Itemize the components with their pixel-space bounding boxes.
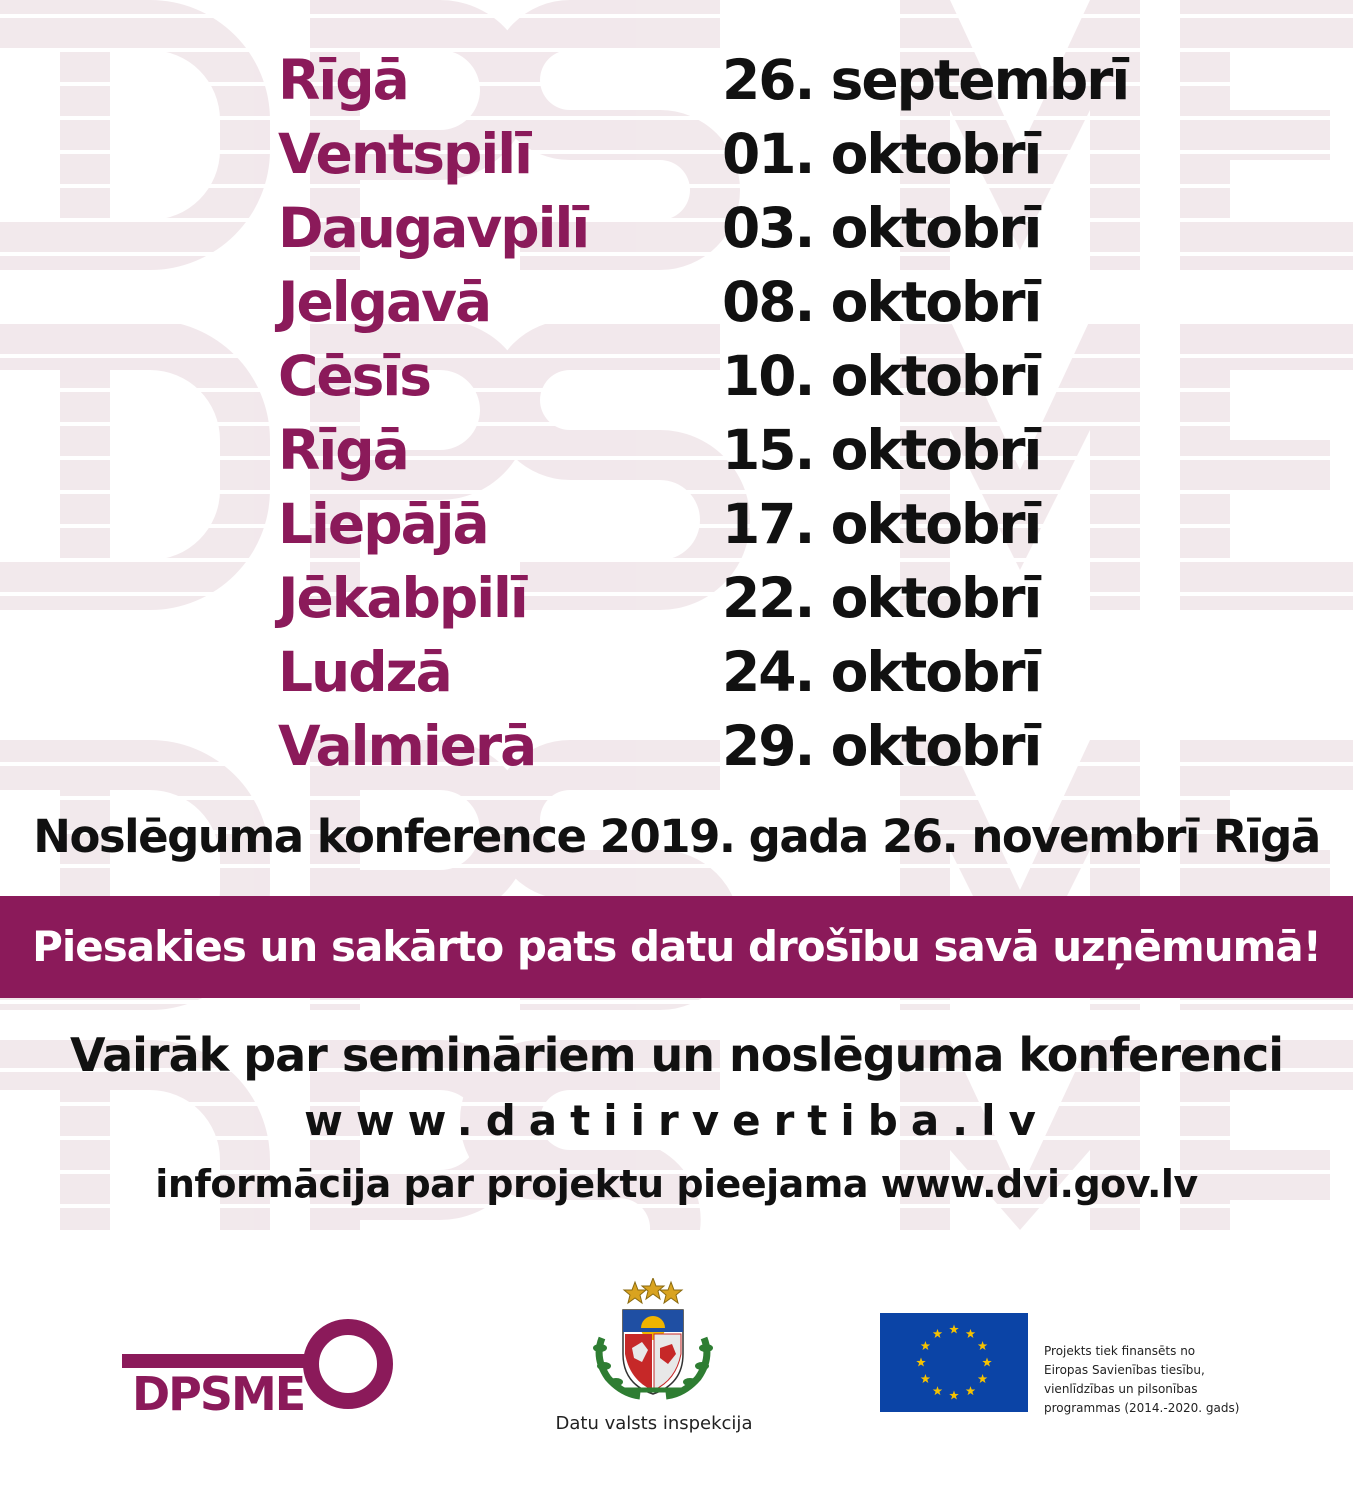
schedule-date: 15. oktobrī [722,418,1041,482]
project-info-line: informācija par projektu pieejama www.dvi.gov.lv [155,1162,1198,1206]
schedule-city: Ludzā [278,640,451,704]
schedule-date: 10. oktobrī [722,344,1041,408]
call-to-action-band [0,896,1353,998]
schedule-date: 01. oktobrī [722,122,1041,186]
schedule-row [0,709,1353,783]
closing-conference-line: Noslēguma konference 2019. gada 26. novembrī Rīgā [33,810,1320,863]
eu-funding-line: Projekts tiek finansēts no [1044,1344,1196,1358]
schedule-row [0,339,1353,413]
schedule-city: Liepājā [278,492,488,556]
schedule-city: Rīgā [278,418,408,482]
eu-funding-line: vienlīdzības un pilsonības [1044,1382,1198,1396]
schedule-row [0,265,1353,339]
schedule-row [0,191,1353,265]
schedule-date: 29. oktobrī [722,714,1041,778]
schedule-row [0,487,1353,561]
eu-funding-line: programmas (2014.-2020. gads) [1044,1401,1240,1415]
eu-flag-icon [880,1313,1028,1412]
schedule-date: 03. oktobrī [722,196,1041,260]
schedule-date: 17. oktobrī [722,492,1041,556]
more-info-heading: Vairāk par semināriem un noslēguma konferenci [69,1028,1283,1082]
schedule-row [0,43,1353,117]
schedule-city: Valmierā [278,714,536,778]
website-url: www.datiirvertiba.lv [304,1096,1049,1145]
schedule-row [0,117,1353,191]
schedule-city: Jelgavā [278,270,491,334]
dpsme-key-logo [122,1318,394,1418]
schedule-date: 26. septembrī [722,48,1129,112]
schedule-city: Rīgā [278,48,408,112]
schedule-city: Jēkabpilī [278,566,527,630]
eu-funding-text [1044,1342,1284,1418]
schedule-date: 22. oktobrī [722,566,1041,630]
coat-of-arms-icon [590,1278,716,1404]
dvi-caption: Datu valsts inspekcija [555,1413,753,1434]
schedule-city: Cēsīs [278,344,430,408]
schedule-date: 24. oktobrī [722,640,1041,704]
schedule-city: Ventspilī [278,122,531,186]
schedule-row [0,561,1353,635]
schedule-row [0,635,1353,709]
schedule-city: Daugavpilī [278,196,589,260]
dpsme-logo-text: DPSME [132,1367,305,1418]
schedule-row [0,413,1353,487]
eu-funding-line: Eiropas Savienības tiesību, [1044,1363,1205,1377]
call-to-action-text: Piesakies un sakārto pats datu drošību savā uzņēmumā! [32,922,1321,971]
schedule-date: 08. oktobrī [722,270,1041,334]
